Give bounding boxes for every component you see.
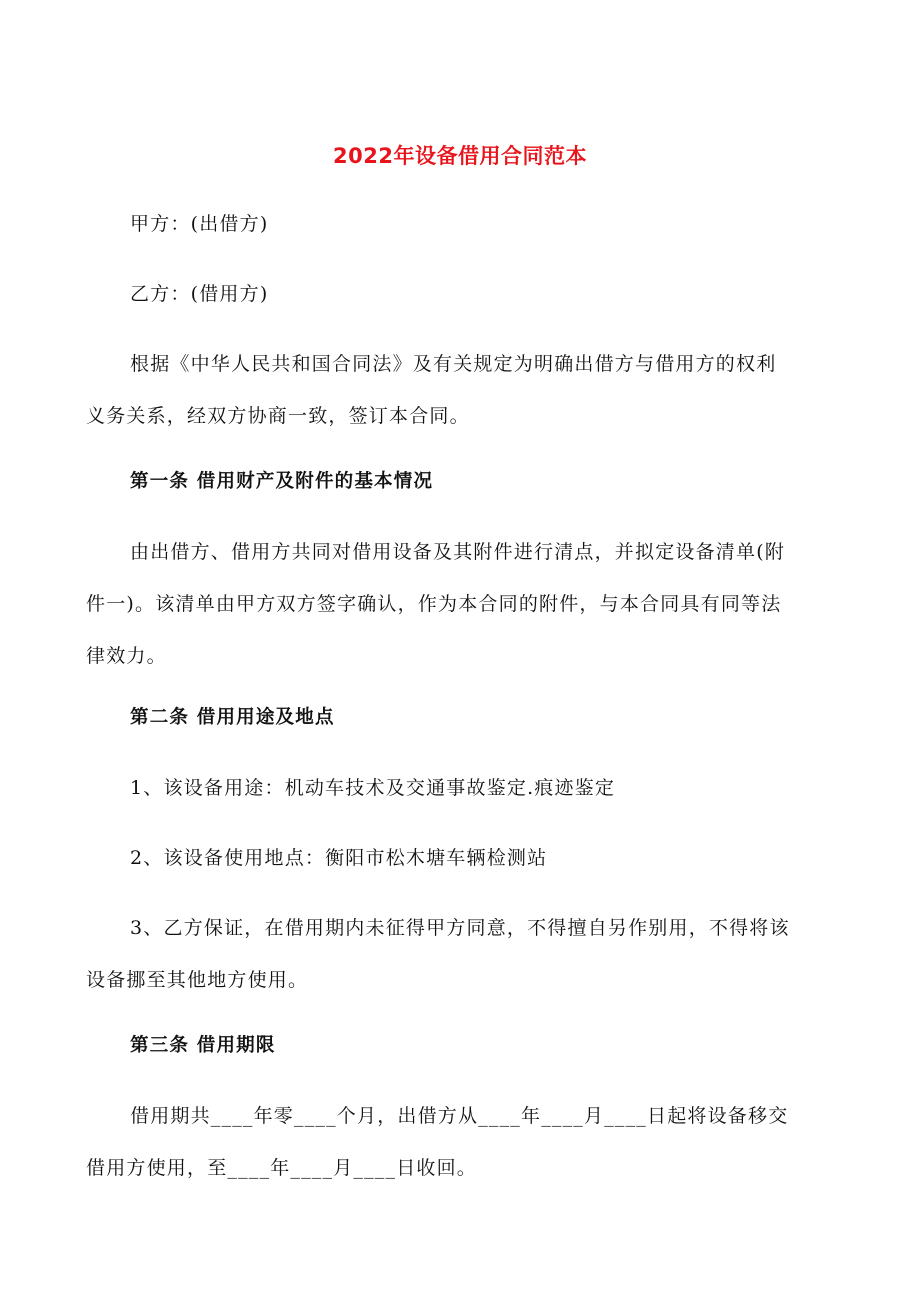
article-1-line-3: 律效力。 [86, 645, 167, 667]
article-2-heading: 第二条 借用用途及地点 [130, 707, 335, 728]
article-1-paragraph [86, 526, 834, 682]
intro-line-2: 义务关系，经双方协商一致，签订本合同。 [86, 405, 470, 427]
article-2-item-3-line-2: 设备挪至其他地方使用。 [86, 969, 309, 991]
article-2-item-1: 1、该设备用途：机动车技术及交通事故鉴定.痕迹鉴定 [130, 777, 616, 799]
article-3-line-1: 借用期共____年零____个月，出借方从____年____月____日起将设备移交 [130, 1105, 789, 1127]
intro-paragraph [86, 338, 834, 442]
article-2-item-3 [86, 902, 834, 1006]
article-3-line-2: 借用方使用，至____年____月____日收回。 [86, 1157, 478, 1179]
party-b-line: 乙方：(借用方) [130, 283, 269, 305]
article-1-heading: 第一条 借用财产及附件的基本情况 [130, 471, 434, 492]
document-title: 2022年设备借用合同范本 [333, 144, 587, 168]
article-3-heading: 第三条 借用期限 [130, 1035, 276, 1056]
party-a-line: 甲方：(出借方) [130, 213, 269, 235]
intro-line-1: 根据《中华人民共和国合同法》及有关规定为明确出借方与借用方的权利 [130, 353, 777, 375]
article-1-line-1: 由出借方、借用方共同对借用设备及其附件进行清点，并拟定设备清单(附 [130, 541, 786, 563]
article-2-item-3-line-1: 3、乙方保证，在借用期内未征得甲方同意，不得擅自另作别用，不得将该 [130, 917, 790, 939]
article-2-item-2: 2、该设备使用地点：衡阳市松木塘车辆检测站 [130, 847, 548, 869]
article-1-line-2: 件一)。该清单由甲方双方签字确认，作为本合同的附件，与本合同具有同等法 [86, 593, 782, 615]
article-3-paragraph [86, 1090, 834, 1194]
